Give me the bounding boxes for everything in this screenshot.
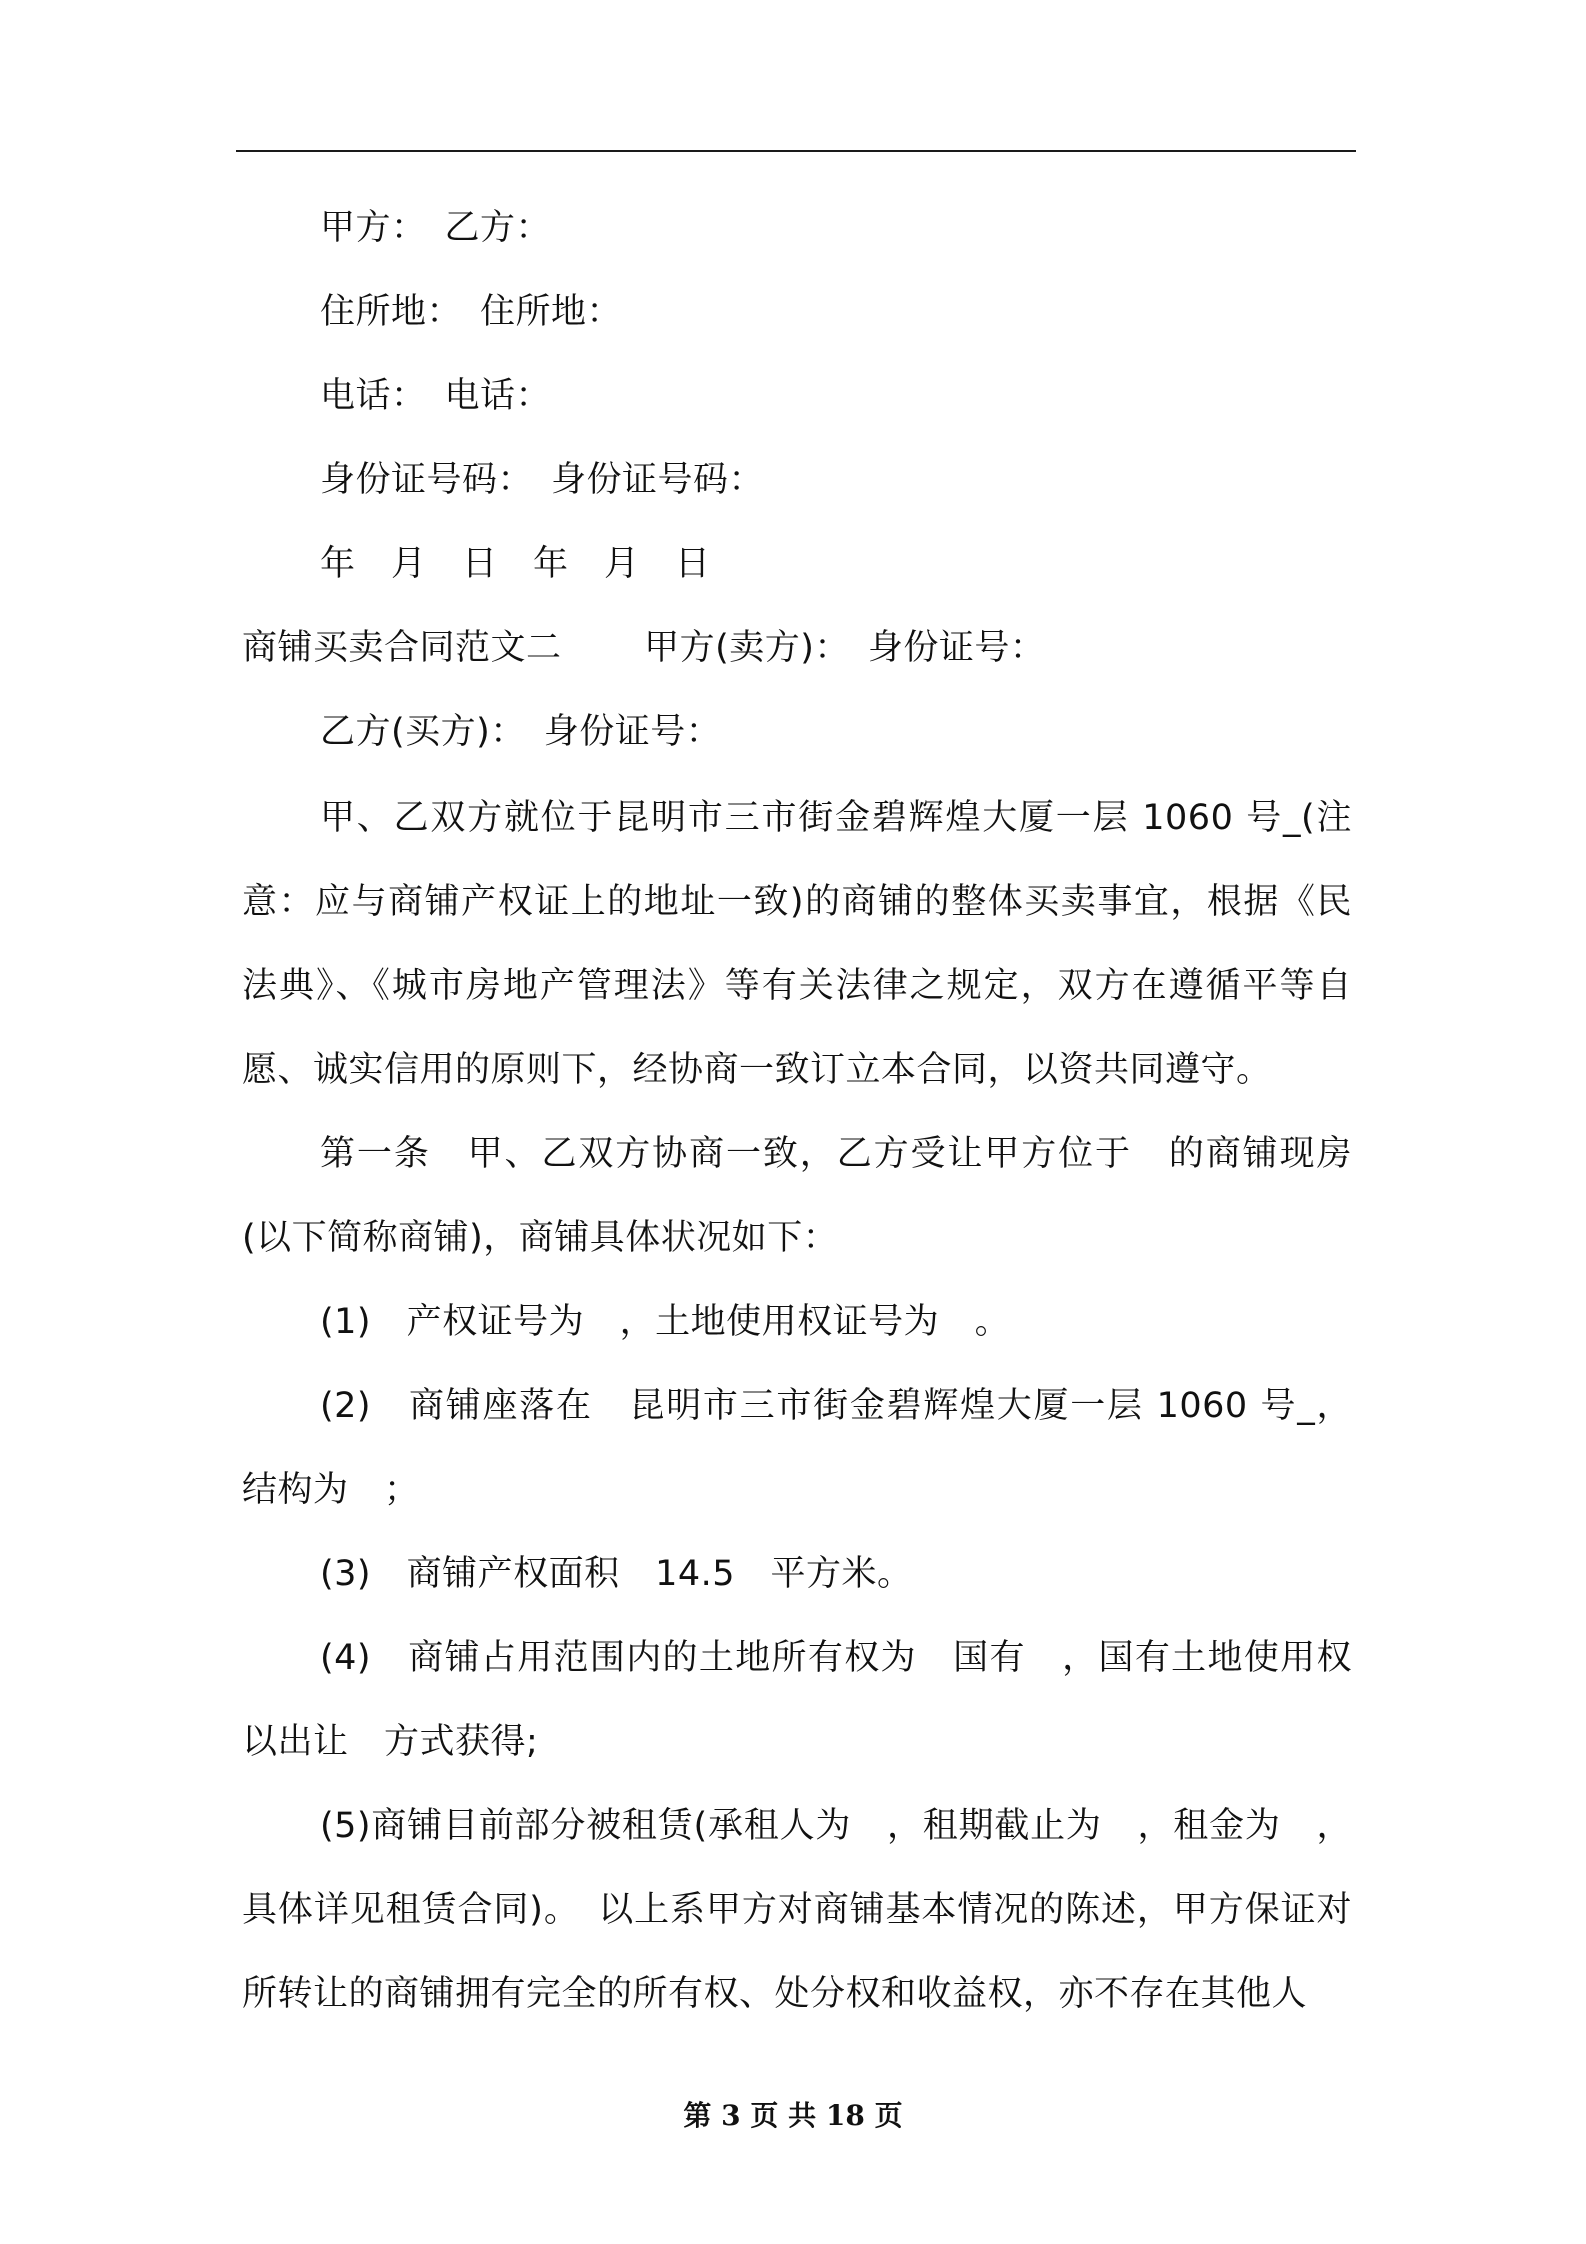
phone-line: 电话： 电话： [320,376,552,416]
article-one-paragraph: 第一条 甲、乙双方协商一致，乙方受让甲方位于 的商铺现房(以下简称商铺)，商铺具体状况如下： [242,1134,1352,1258]
address-line: 住所地： 住所地： [320,292,623,332]
id-number-line: 身份证号码： 身份证号码： [320,460,765,500]
page-footer: 第 3 页 共 18 页 [683,2099,903,2132]
party-line: 甲方： 乙方： [320,208,552,248]
clause-1-paragraph: (1) 产权证号为 ，土地使用权证号为 。 [320,1302,1011,1342]
date-line: 年 月 日 年 月 日 [320,544,711,584]
clause-3-paragraph: (3) 商铺产权面积 14.5 平方米。 [320,1554,913,1594]
clause-2-paragraph: (2) 商铺座落在 昆明市三市街金碧辉煌大厦一层 1060 号_，结构为 ； [242,1386,1352,1510]
contract-title-line: 商铺买卖合同范文二 甲方(卖方)： 身份证号： [242,628,1046,668]
header-rule [236,150,1356,152]
clause-5-paragraph: (5)商铺目前部分被租赁(承租人为 ，租期截止为 ，租金为 ，具体详见租赁合同)。 以上系甲方对商铺基本情况的陈述，甲方保证对所转让的商铺拥有完全的所有权、处分权和收益权，亦不存在其他人 [242,1806,1352,2014]
clause-4-paragraph: (4) 商铺占用范围内的土地所有权为 国有 ，国有土地使用权以出让 方式获得; [242,1638,1352,1762]
buyer-line: 乙方(买方)： 身份证号： [320,712,722,752]
intro-paragraph: 甲、乙双方就位于昆明市三市街金碧辉煌大厦一层 1060 号_(注意：应与商铺产权证上的地址一致)的商铺的整体买卖事宜，根据《民法典》、《城市房地产管理法》等有关法律之规定，双方在遵循平等自愿、诚实信用的原则下，经协商一致订立本合同，以资共同遵守。 [242,798,1352,1090]
